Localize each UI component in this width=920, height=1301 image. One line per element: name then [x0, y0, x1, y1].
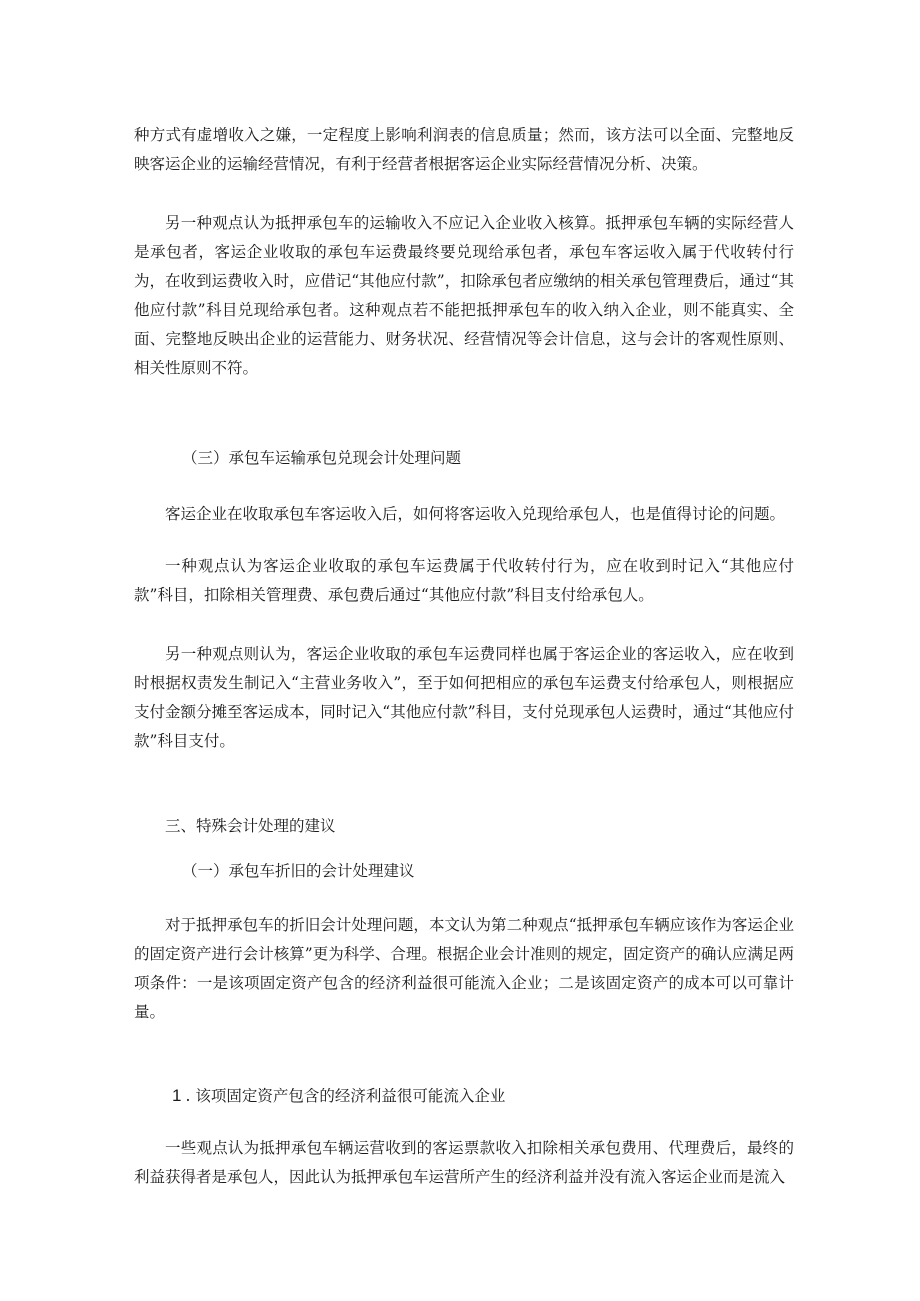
numbered-item-1 [172, 1081, 772, 1111]
paragraph-redemption-question: 客运企业在收取承包车客运收入后，如何将客运收入兑现给承包人，也是值得讨论的问题。 [165, 505, 786, 523]
item-number: 1 [172, 1086, 182, 1105]
section-heading-suggestions: 三、特殊会计处理的建议 [165, 817, 336, 835]
subheading-depreciation: （一）承包车折旧的会计处理建议 [182, 862, 415, 880]
paragraph-first-view: 一种观点认为客运企业收取的承包车运费属于代收转付行为，应在收到时记入“其他应付款”科目，扣除相关管理费、承包费后通过“其他应付款”科目支付给承包人。 [134, 557, 794, 604]
paragraph-depreciation-suggestion: 对于抵押承包车的折旧会计处理问题，本文认为第二种观点“抵押承包车辆应该作为客运企业的固定资产进行会计核算”更为科学、合理。根据企业会计准则的规定，固定资产的确认应满足两项条件：一是该项固定资产包含的经济利益很可能流入企业；二是该固定资产的成本可以可靠计量。 [134, 916, 794, 1021]
paragraph-continuation: 种方式有虚增收入之嫌，一定程度上影响利润表的信息质量；然而，该方法可以全面、完整地反映客运企业的运输经营情况，有利于经营者根据客运企业实际经营情况分析、决策。 [134, 126, 794, 173]
item-text: . 该项固定资产包含的经济利益很可能流入企业 [185, 1087, 506, 1105]
paragraph-opposing-view: 另一种观点认为抵押承包车的运输收入不应记入企业收入核算。抵押承包车辆的实际经营人是承包者，客运企业收取的承包车运费最终要兑现给承包者，承包车客运收入属于代收转付行为，在收到运费收入时，应借记“其他应付款”，扣除承包者应缴纳的相关承包管理费后，通过“其他应付款”科目兑现给承包者。这种观点若不能把抵押承包车的收入纳入企业，则不能真实、全面、完整地反映出企业的运营能力、财务状况、经营情况等会计信息，这与会计的客观性原则、相关性原则不符。 [134, 214, 794, 377]
paragraph-economic-benefit: 一些观点认为抵押承包车辆运营收到的客运票款收入扣除相关承包费用、代理费后，最终的利益获得者是承包人，因此认为抵押承包车运营所产生的经济利益并没有流入客运企业而是流入 [134, 1139, 794, 1186]
subheading-section-3: （三）承包车运输承包兑现会计处理问题 [182, 449, 462, 467]
paragraph-second-view: 另一种观点则认为，客运企业收取的承包车运费同样也属于客运企业的客运收入，应在收到时根据权责发生制记入“主营业务收入”，至于如何把相应的承包车运费支付给承包人，则根据应支付金额分摊至客运成本，同时记入“其他应付款”科目，支付兑现承包人运费时，通过“其他应付款”科目支付。 [134, 645, 794, 750]
